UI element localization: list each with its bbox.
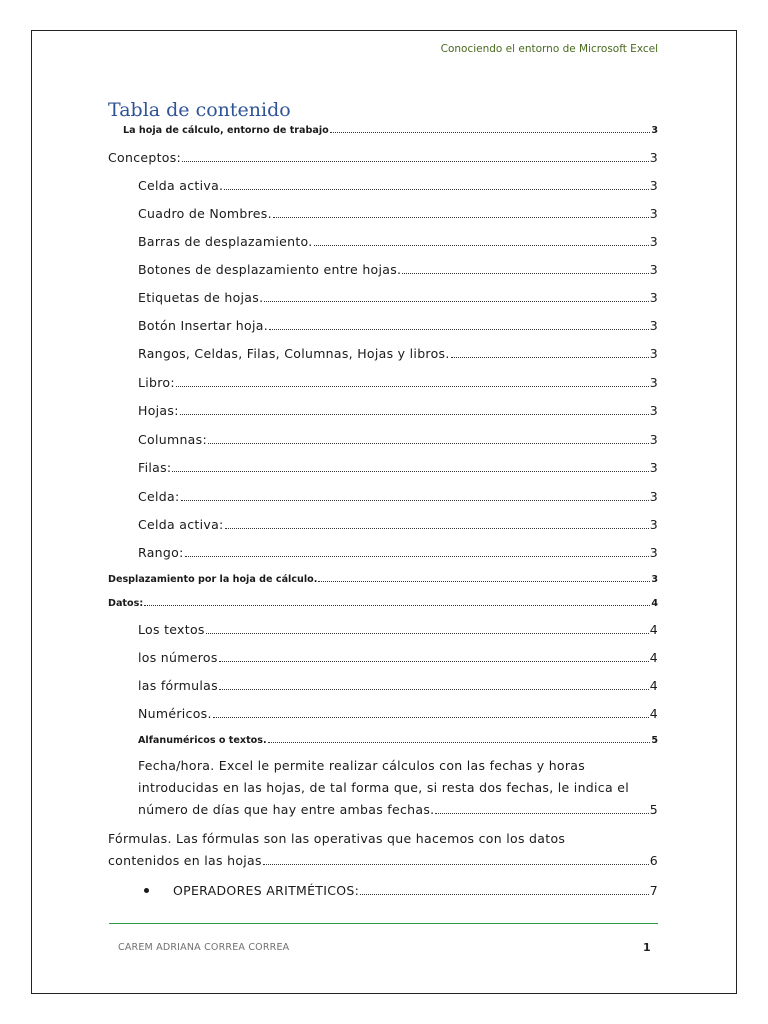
toc-leader bbox=[172, 462, 648, 472]
toc-page-number: 3 bbox=[649, 432, 658, 447]
toc-entry-text: Datos: bbox=[108, 598, 144, 610]
toc-entry-text: Desplazamiento por la hoja de cálculo. bbox=[108, 574, 318, 586]
toc-page-number: 3 bbox=[649, 290, 658, 305]
toc-entry-text: La hoja de cálculo, entorno de trabajo bbox=[123, 125, 329, 137]
toc-entry-text: Conceptos: bbox=[108, 150, 182, 165]
toc-page-number: 3 bbox=[649, 178, 658, 193]
toc-entry[interactable] bbox=[108, 150, 658, 165]
toc-entry-text: los números bbox=[138, 650, 218, 665]
toc-entry[interactable] bbox=[138, 678, 658, 693]
toc-leader bbox=[185, 547, 649, 557]
toc-page-number: 6 bbox=[649, 853, 658, 868]
toc-leader bbox=[264, 292, 648, 302]
toc-leader bbox=[318, 574, 650, 582]
toc-entry-text: las fórmulas bbox=[138, 678, 218, 693]
toc-entry-text: Alfanuméricos o textos. bbox=[138, 735, 267, 747]
toc-entry-text: Los textos bbox=[138, 622, 205, 637]
toc-entry-multiline[interactable] bbox=[138, 755, 658, 821]
toc-entry[interactable] bbox=[138, 735, 658, 746]
toc-entry-text: Libro: bbox=[138, 375, 175, 390]
toc-entry-text: Cuadro de Nombres. bbox=[138, 206, 272, 221]
toc-entry[interactable] bbox=[138, 318, 658, 333]
toc-entry-multiline[interactable] bbox=[108, 828, 658, 872]
toc-entry-last-line bbox=[138, 799, 658, 821]
toc-entry[interactable] bbox=[108, 598, 658, 609]
toc-page-number: 3 bbox=[649, 489, 658, 504]
toc-entry[interactable] bbox=[138, 234, 658, 249]
toc-leader bbox=[268, 735, 651, 743]
toc-page-number: 4 bbox=[649, 678, 658, 693]
toc-entry[interactable] bbox=[138, 346, 658, 361]
toc-page-number: 3 bbox=[651, 125, 658, 137]
toc-leader bbox=[451, 348, 649, 358]
toc-entry-text: Etiquetas de hojas. bbox=[138, 290, 264, 305]
toc-page-number: 3 bbox=[651, 574, 658, 586]
toc-leader bbox=[224, 180, 648, 190]
toc-entry-last-line bbox=[108, 850, 658, 872]
toc-entry[interactable] bbox=[138, 375, 658, 390]
toc-page-number: 5 bbox=[651, 735, 658, 747]
toc-page-number: 3 bbox=[649, 206, 658, 221]
toc-entry-text: Rangos, Celdas, Filas, Columnas, Hojas y libros. bbox=[138, 346, 450, 361]
toc-page-number: 3 bbox=[649, 234, 658, 249]
toc-entry-text-line: Fecha/hora. Excel le permite realizar cálculos con las fechas y horas bbox=[138, 758, 586, 773]
toc-entry[interactable] bbox=[108, 574, 658, 585]
toc-leader bbox=[360, 885, 649, 895]
toc-page-number: 3 bbox=[649, 375, 658, 390]
toc-entry-text: Barras de desplazamiento. bbox=[138, 234, 313, 249]
toc-entry[interactable] bbox=[138, 262, 658, 277]
toc-entry[interactable] bbox=[138, 403, 658, 418]
bullet-icon bbox=[144, 888, 149, 893]
toc-leader bbox=[182, 152, 649, 162]
toc-leader bbox=[213, 708, 649, 718]
toc-entry[interactable] bbox=[138, 706, 658, 721]
toc-page-number: 4 bbox=[649, 622, 658, 637]
toc-page-number: 3 bbox=[649, 403, 658, 418]
toc-entry[interactable] bbox=[138, 545, 658, 560]
toc-page-number: 3 bbox=[649, 545, 658, 560]
toc-entry[interactable] bbox=[123, 125, 658, 136]
toc-leader bbox=[330, 125, 651, 133]
toc-entry[interactable] bbox=[138, 650, 658, 665]
toc-leader bbox=[402, 264, 648, 274]
toc-page-number: 3 bbox=[649, 262, 658, 277]
toc-entry[interactable] bbox=[138, 206, 658, 221]
toc-leader bbox=[225, 519, 649, 529]
toc-page-number: 4 bbox=[649, 706, 658, 721]
toc-leader bbox=[269, 320, 649, 330]
toc-entry[interactable] bbox=[138, 489, 658, 504]
toc-entry-text: OPERADORES ARITMÉTICOS: bbox=[173, 883, 360, 898]
running-header: Conociendo el entorno de Microsoft Excel bbox=[440, 43, 658, 55]
toc-leader bbox=[273, 208, 649, 218]
toc-page-number: 3 bbox=[649, 517, 658, 532]
toc-leader bbox=[180, 405, 649, 415]
toc-entry-text: Botón Insertar hoja. bbox=[138, 318, 268, 333]
toc-entry[interactable] bbox=[138, 290, 658, 305]
toc-entry[interactable] bbox=[138, 517, 658, 532]
toc-leader bbox=[435, 804, 648, 814]
footer-author: CAREM ADRIANA CORREA CORREA bbox=[118, 942, 290, 953]
toc-entry[interactable] bbox=[138, 460, 658, 475]
toc-page-number: 4 bbox=[649, 650, 658, 665]
toc-entry[interactable] bbox=[138, 178, 658, 193]
toc-entry-text: Celda: bbox=[138, 489, 180, 504]
toc-entry-text: Columnas: bbox=[138, 432, 207, 447]
toc-entry-text: Rango: bbox=[138, 545, 184, 560]
footer-page-number: 1 bbox=[643, 941, 651, 954]
toc-leader bbox=[144, 598, 650, 606]
toc-leader bbox=[206, 624, 649, 634]
toc-page-number: 4 bbox=[651, 598, 658, 610]
toc-entry-bullet[interactable] bbox=[144, 883, 658, 898]
toc-leader bbox=[219, 652, 649, 662]
toc-page-number: 7 bbox=[649, 883, 658, 898]
toc-entry-text: Botones de desplazamiento entre hojas. bbox=[138, 262, 402, 277]
toc-entry-text: número de días que hay entre ambas fechas. bbox=[138, 802, 435, 817]
toc-entry-text: Hojas: bbox=[138, 403, 179, 418]
toc-entry-text-line: Fórmulas. Las fórmulas son las operativas que hacemos con los datos bbox=[108, 831, 566, 846]
toc-entry[interactable] bbox=[138, 622, 658, 637]
toc-heading: Tabla de contenido bbox=[108, 99, 291, 121]
toc-page-number: 3 bbox=[649, 346, 658, 361]
toc-leader bbox=[208, 434, 649, 444]
toc-page-number: 5 bbox=[649, 802, 658, 817]
toc-entry-text: Celda activa. bbox=[138, 178, 224, 193]
toc-page-number: 3 bbox=[649, 318, 658, 333]
toc-leader bbox=[314, 236, 649, 246]
toc-entry-text: Celda activa: bbox=[138, 517, 224, 532]
toc-leader bbox=[181, 491, 649, 501]
toc-leader bbox=[176, 377, 649, 387]
toc-page-number: 3 bbox=[649, 150, 658, 165]
toc-entry-text-line: introducidas en las hojas, de tal forma que, si resta dos fechas, le indica el bbox=[138, 780, 629, 795]
toc-entry[interactable] bbox=[138, 432, 658, 447]
toc-entry-text: Numéricos. bbox=[138, 706, 212, 721]
toc-leader bbox=[263, 855, 649, 865]
footer-rule bbox=[109, 923, 658, 924]
toc-entry-text: Filas: bbox=[138, 460, 172, 475]
toc-entry-text: contenidos en las hojas bbox=[108, 853, 262, 868]
toc-leader bbox=[219, 680, 649, 690]
toc-page-number: 3 bbox=[649, 460, 658, 475]
